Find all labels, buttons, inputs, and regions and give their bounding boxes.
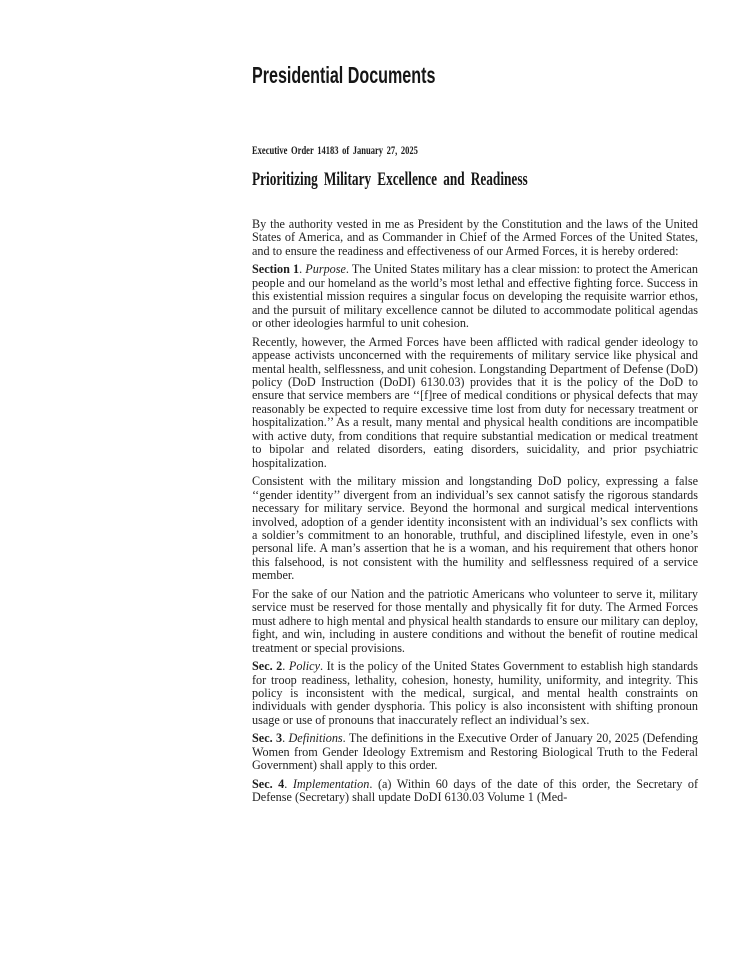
paragraph-segment-italic: Definitions [288, 731, 343, 746]
paragraph-segment-normal: . [284, 776, 293, 791]
paragraph-segment-normal: . The United States military has a clear mission: to protect the American people and our homeland as the world’s most lethal and effective fighting force. Success in this existential mission requires a singular focus on developing the requisite warrior ethos, and the pursuit of military excellence cannot be diluted to accommodate political agendas or other ideologies harmful to unit cohesion. [252, 262, 699, 331]
paragraph-segment-italic: Policy [288, 659, 321, 674]
paragraph [252, 732, 698, 772]
paragraph-segment-bold: Sec. 4 [252, 776, 285, 791]
paragraph-segment-normal: . (a) Within 60 days of the date of this order, the Secretary of Defense (Secretary) shall update DoDI 6130.03 Volume 1 (Med- [252, 776, 699, 805]
paragraph-segment-normal: . [282, 731, 289, 746]
paragraph-segment-normal: . The definitions in the Executive Order of January 20, 2025 (Defending Women from Gender Ideology Extremism and Restoring Biological Truth to the Federal Government) shall apply to this order. [252, 731, 698, 773]
paragraph-segment-bold: Sec. 2 [252, 659, 283, 674]
paragraph [252, 218, 698, 258]
executive-order-title: Prioritizing Military Excellence and Readiness [252, 169, 528, 190]
paragraph-segment-italic: Implementation [292, 776, 370, 791]
paragraph-segment-normal: . [299, 262, 306, 277]
paragraph-segment-bold: Sec. 3 [252, 731, 283, 746]
paragraph-segment-normal: . [282, 659, 289, 674]
paragraph-segment-normal: . It is the policy of the United States Government to establish high standards for troop readiness, lethality, cohesion, honesty, humility, uniformity, and integrity. This policy is inconsistent with the medical, surgical, and mental health constraints on individuals with gender dysphoria. This policy is also inconsistent with shifting pronoun usage or use of pronouns that inaccurately reflect an individual’s sex. [252, 659, 699, 727]
paragraph-segment-normal: Recently, however, the Armed Forces have been afflicted with radical gender ideology to appease activists unconcerned with the requirements of military service like physical and mental health, selflessness, and unit cohesion. Longstanding Department of Defense (DoD) policy (DoD Instruction (DoDI) 6130.03) provides that it is the policy of the DoD to ensure that service members are ‘‘[f]ree of medical conditions or physical defects that may reasonably be expected to require excessive time lost from duty for necessary treatment or hospitalization.’’ As a result, many mental and physical health conditions are incompatible with active duty, from conditions that require substantial medication or medical treatment to bipolar and related disorders, eating disorders, suicidality, and prior psychiatric hospitalization. [252, 334, 698, 470]
paragraph [252, 778, 698, 805]
paragraph [252, 588, 698, 655]
paragraph-segment-italic: Purpose [305, 262, 346, 277]
paragraph-segment-bold: Section 1 [252, 262, 300, 277]
paragraph-segment-normal: By the authority vested in me as President by the Constitution and the laws of the United States of America, and as Commander in Chief of the Armed Forces of the United States, and to ensure the readiness and effectiveness of our Armed Forces, it is hereby ordered: [252, 217, 698, 258]
executive-order-number-line: Executive Order 14183 of January 27, 2025 [252, 145, 418, 157]
paragraph [252, 336, 698, 471]
document-body [252, 218, 698, 805]
paragraph-segment-normal: For the sake of our Nation and the patriotic Americans who volunteer to serve it, military service must be reserved for those mentally and physically fit for duty. The Armed Forces must adhere to high mental and physical health standards to ensure our military can deploy, fight, and win, including in austere conditions and without the benefit of routine medical treatment or special provisions. [252, 586, 698, 655]
paragraph [252, 475, 698, 583]
masthead-title: Presidential Documents [252, 62, 436, 88]
paragraph-segment-normal: Consistent with the military mission and longstanding DoD policy, expressing a false ‘‘gender identity’’ divergent from an individual’s sex cannot satisfy the rigorous standards necessary for military service. Beyond the hormonal and surgical medical interventions involved, adoption of a gender identity inconsistent with an individual’s sex conflicts with a soldier’s commitment to an honorable, truthful, and disciplined lifestyle, even in one’s personal life. A man’s assertion that he is a woman, and his requirement that others honor this falsehood, is not consistent with the humility and selflessness required of a service member. [252, 474, 698, 583]
paragraph [252, 263, 698, 330]
paragraph [252, 660, 698, 727]
